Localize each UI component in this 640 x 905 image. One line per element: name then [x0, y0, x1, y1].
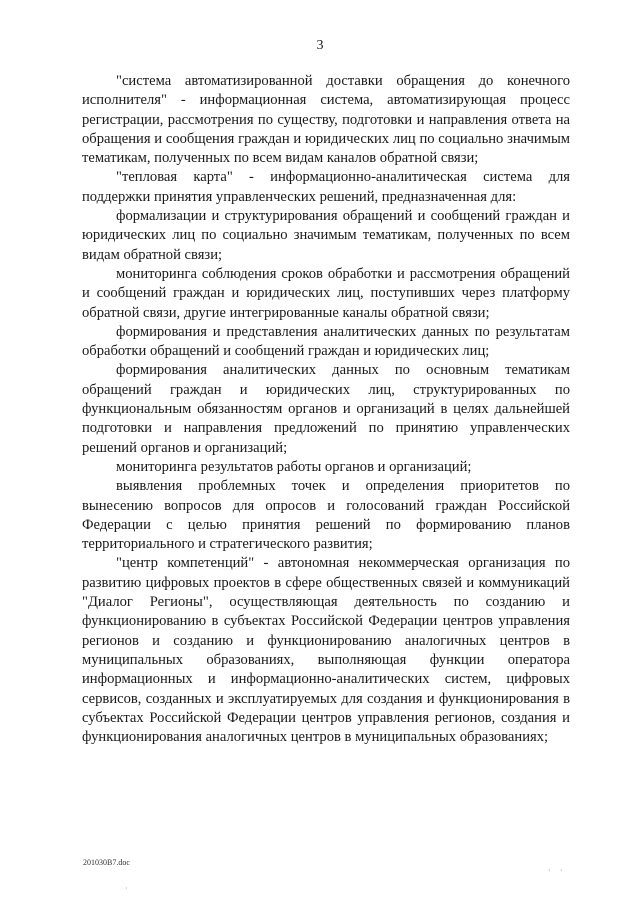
- paragraph-term-competence-center: "центр компетенций" - автономная некоммерческая организация по развитию цифровых проектов в сфере общественных связей и коммуникаций "Диалог Регионы", осуществляющая деятельность по созданию и функционированию в субъектах Российской Федерации центров управления регионов и созданию и функционированию аналогичных центров в муниципальных образованиях, выполняющая функции оператора информационных и информационно-аналитических систем, цифровых сервисов, созданных и эксплуатируемых для создания и функционирования в субъектах Российской Федерации центров управления регионов, создания и функционирования аналогичных центров в муниципальных образованиях;: [82, 555, 570, 746]
- page-number: 3: [316, 38, 324, 53]
- paragraph-term-heat-map: "тепловая карта" - информационно-аналитическая система для поддержки принятия управленческих решений, предназначенная для:: [82, 169, 570, 205]
- paragraph-heat-map-analytics: формирования и представления аналитических данных по результатам обработки обращений и сообщений граждан и юридических лиц;: [82, 323, 570, 360]
- paragraph-heat-map-thematic-analytics: формирования аналитических данных по основным тематикам обращений граждан и юридических лиц, структурированных по функциональным обязанностям органов и организаций в целях дальнейшей подготовки и направления предложений по принятию управленческих решений органов и организаций;: [82, 362, 570, 456]
- paragraph-heat-map-monitoring-results: мониторинга результатов работы органов и организаций;: [116, 458, 472, 475]
- paragraph-term-delivery-system: "система автоматизированной доставки обращения до конечного исполнителя" - информационная система, автоматизирующая процесс регистрации, рассмотрения по существу, подготовки и направления ответа на обращения и сообщения граждан и юридических лиц по социально значимым тематикам, полученных по всем видам каналов обратной связи;: [82, 73, 570, 167]
- paragraph-heat-map-monitoring-deadlines: мониторинга соблюдения сроков обработки и рассмотрения обращений и сообщений граждан и юридических лиц, поступивших через платформу обратной связи, другие интегрированные каналы обратной связи;: [82, 265, 570, 321]
- footer-file-name: 201030В7.doc: [83, 858, 130, 867]
- document-body: [82, 72, 570, 747]
- scan-dot-mark: ·: [560, 866, 563, 875]
- scan-dot-mark: ·: [125, 884, 128, 893]
- paragraph-heat-map-problem-points: выявления проблемных точек и определения приоритетов по вынесению вопросов для опросов и голосований граждан Российской Федерации с целью принятия решений по формированию планов территориального и стратегического развития;: [82, 478, 570, 553]
- scan-dot-mark: ·: [548, 866, 551, 875]
- paragraph-heat-map-formalization: формализации и структурирования обращений и сообщений граждан и юридических лиц по социально значимым тематикам, полученных по всем видам обратной связи;: [82, 208, 570, 263]
